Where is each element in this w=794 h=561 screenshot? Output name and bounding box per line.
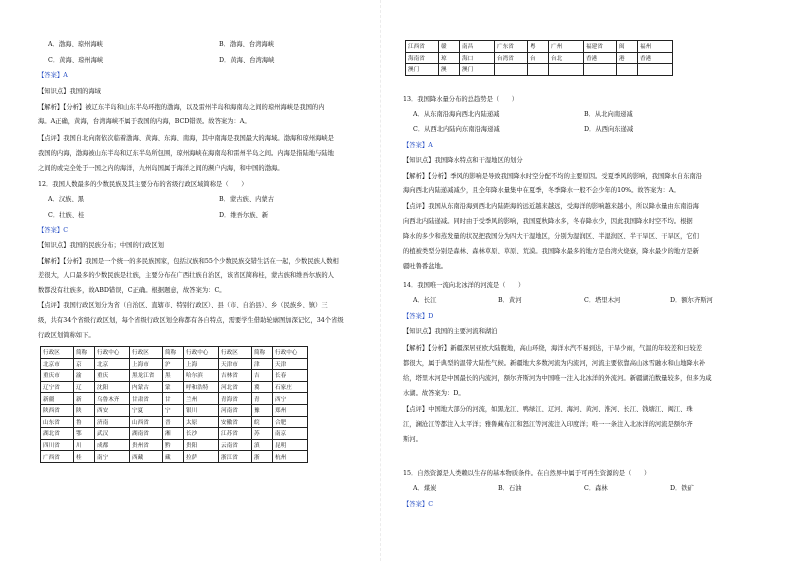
table-cell: 湘 bbox=[163, 428, 184, 440]
table-cell: 成都 bbox=[95, 439, 130, 451]
q11-analysis-line: 【点评】我国自北向南依次临着渤海、黄海、东海、南海，其中南海是我国最大的海域。渤海和琼州海峡是 bbox=[38, 135, 334, 142]
table-cell: 渝 bbox=[74, 370, 95, 382]
table-cell: 黑 bbox=[163, 370, 184, 382]
table-cell: 川 bbox=[74, 439, 95, 451]
table-cell: 贵阳 bbox=[184, 439, 219, 451]
table-cell: 太原 bbox=[184, 416, 219, 428]
table-cell: 沪 bbox=[163, 358, 184, 370]
table-cell: 天津市 bbox=[219, 358, 252, 370]
q13-analysis-line: 降水的多少和蒸发量的状况把我国分为四大干湿地区，分别为湿润区、半湿润区、半干旱区、干旱区，它们 bbox=[403, 233, 699, 240]
table-cell: 豫 bbox=[252, 404, 273, 416]
table-cell: 石家庄 bbox=[273, 381, 308, 393]
q13-analysis-line: 【解析】【分析】季风的影响是导致我国降水时空分配不均的主要原因。受夏季风的影响，我国降水自东南沿 bbox=[403, 173, 703, 180]
table-cell: 行政中心 bbox=[184, 347, 219, 359]
q14-answer: 【答案】D bbox=[403, 313, 434, 320]
q13-analysis-line: 【点评】我国从东南沿海到西北内陆距海的远近越来越远，受海洋的影响越来越小，所以降水量由东南沿海 bbox=[403, 203, 699, 210]
table-cell: 海口 bbox=[460, 52, 495, 64]
q15-option-d: D．铁矿 bbox=[670, 485, 694, 492]
table-cell: 武汉 bbox=[95, 428, 130, 440]
table-cell: 新疆 bbox=[41, 393, 74, 405]
table-cell: 简称 bbox=[74, 347, 95, 359]
table-cell: 西宁 bbox=[273, 393, 308, 405]
table-cell: 贵州省 bbox=[130, 439, 163, 451]
table-cell: 闽 bbox=[617, 41, 638, 53]
table-cell: 桂 bbox=[74, 451, 95, 463]
table-cell: 福州 bbox=[638, 41, 673, 53]
q13-knowledge-point: 【知识点】我国降水特点和干湿地区的划分 bbox=[403, 157, 523, 164]
table-cell: 冀 bbox=[252, 381, 273, 393]
table-cell: 黑龙江省 bbox=[130, 370, 163, 382]
table-cell: 银川 bbox=[184, 404, 219, 416]
q15-option-c: C．森林 bbox=[584, 485, 608, 492]
q12-option-c: C．壮族、桂 bbox=[48, 212, 85, 219]
table-row bbox=[41, 451, 308, 463]
table-cell: 澳门 bbox=[406, 64, 439, 76]
q14-analysis-line: 水湖。故答案为：D。 bbox=[403, 390, 465, 397]
table-row bbox=[41, 381, 308, 393]
q11-analysis-line: 【解析】【分析】被辽东半岛和山东半岛环抱的渤海，以及雷州半岛和海南岛之间的琼州海峡是我国的内 bbox=[38, 104, 325, 111]
table-cell: 台湾省 bbox=[495, 52, 528, 64]
table-cell: 南宁 bbox=[95, 451, 130, 463]
q12-knowledge-point: 【知识点】我国的民族分布；中国的行政区划 bbox=[38, 242, 164, 249]
q12-option-d: D．维吾尔族、新 bbox=[219, 212, 269, 219]
table-cell: 海南省 bbox=[406, 52, 439, 64]
table-cell: 广州 bbox=[549, 41, 584, 53]
table-cell: 长春 bbox=[273, 370, 308, 382]
table-cell: 陕西省 bbox=[41, 404, 74, 416]
table-cell: 津 bbox=[252, 358, 273, 370]
table-cell: 昆明 bbox=[273, 439, 308, 451]
table-cell: 天津 bbox=[273, 358, 308, 370]
table-cell: 兰州 bbox=[184, 393, 219, 405]
table-cell bbox=[528, 64, 549, 76]
table-cell: 澳门 bbox=[460, 64, 495, 76]
table-cell: 合肥 bbox=[273, 416, 308, 428]
q12-analysis-line: 【点评】我国行政区划分为省（自治区、直辖市、特别行政区）、县（市、自治县）、乡（民族乡、镇）三 bbox=[38, 302, 328, 309]
table-cell: 新 bbox=[74, 393, 95, 405]
q13-answer: 【答案】A bbox=[403, 142, 433, 149]
q11-analysis-line: 海。A正确，黄海，台湾海峡不属于我国的内海，BCD错误。故答案为：A。 bbox=[38, 118, 251, 125]
table-cell: 山东省 bbox=[41, 416, 74, 428]
q14-knowledge-point: 【知识点】我国的主要河流和湖泊 bbox=[403, 328, 498, 335]
table-cell: 香港 bbox=[638, 52, 673, 64]
q14-analysis-line: 【解析】【分析】新疆深居亚欧大陆腹地，高山环绕，海洋水汽不易到达，干旱少雨，气温的年较差和日较差 bbox=[403, 345, 703, 352]
q13-option-d: D．从西向东递减 bbox=[584, 126, 634, 133]
q13-analysis-line: 疆吐鲁番盆地。 bbox=[403, 263, 448, 270]
table-cell: 辽宁省 bbox=[41, 381, 74, 393]
province-table bbox=[40, 346, 308, 463]
q11-analysis-line: 之间的或完全处于一国之内的海洋，九州岛国属于海洋之间的濒户内海，和中国的渤海。 bbox=[38, 165, 284, 172]
table-cell: 重庆 bbox=[95, 370, 130, 382]
table-row bbox=[41, 404, 308, 416]
table-cell: 青 bbox=[252, 393, 273, 405]
q12-analysis-line: 数都没有壮族多，故ABD错误，C正确。根据题意，故答案为：C。 bbox=[38, 287, 226, 294]
table-cell: 台 bbox=[528, 52, 549, 64]
table-cell: 晋 bbox=[163, 416, 184, 428]
table-cell: 台北 bbox=[549, 52, 584, 64]
q15-answer: 【答案】C bbox=[403, 501, 434, 508]
table-cell: 粤 bbox=[528, 41, 549, 53]
q13-analysis-line: 向西北内陆递减。同时由于受季风的影响，我国夏秋降水多，冬春降水少，因此我国降水时空不均。根据 bbox=[403, 218, 693, 225]
table-cell: 简称 bbox=[163, 347, 184, 359]
q14-analysis-line: 江，澜沧江等都注入太平洋；雅鲁藏布江和怒江等河流注入印度洋；唯一一条注入北冰洋的河流是额尔齐 bbox=[403, 421, 693, 428]
q13-option-b: B．从北向南递减 bbox=[584, 111, 633, 118]
table-cell: 内蒙古 bbox=[130, 381, 163, 393]
table-cell: 琼 bbox=[439, 52, 460, 64]
table-cell: 河南省 bbox=[219, 404, 252, 416]
q12-analysis-line: 【解析】【分析】我国是一个统一的多民族国家，包括汉族和55个少数民族交错生活在一起，少数民族人数相 bbox=[38, 258, 339, 265]
table-cell: 甘肃省 bbox=[130, 393, 163, 405]
table-cell bbox=[638, 64, 673, 76]
table-cell: 陕 bbox=[74, 404, 95, 416]
q11-option-b: B．渤海、台湾海峡 bbox=[219, 41, 275, 48]
table-cell: 拉萨 bbox=[184, 451, 219, 463]
table-cell: 山西省 bbox=[130, 416, 163, 428]
q11-analysis-line: 我国的内海，渤海被山东半岛和辽东半岛所包围，琼州海峡在海南岛和雷州半岛之间。内海是指陆地与陆地 bbox=[38, 150, 334, 157]
table-cell: 北京 bbox=[95, 358, 130, 370]
table-cell: 吉林省 bbox=[219, 370, 252, 382]
q14-analysis-line: 【点评】中国地大部分的河流，如黑龙江、鸭绿江、辽河、海河、黄河、淮河、长江、钱塘江、闽江、珠 bbox=[403, 406, 693, 413]
table-cell: 济南 bbox=[95, 416, 130, 428]
table-cell: 浙江省 bbox=[219, 451, 252, 463]
table-cell: 西安 bbox=[95, 404, 130, 416]
q11-option-d: D．黄海、台湾海峡 bbox=[219, 57, 275, 64]
q14-analysis-line: 给，塔里木河是中国最长的内流河，额尔齐斯河为中国唯一注入北冰洋的外流河。新疆湖泊数量较多，但多为咸 bbox=[403, 375, 712, 382]
table-cell: 江西省 bbox=[406, 41, 439, 53]
q11-answer: 【答案】A bbox=[38, 72, 68, 79]
q12-analysis-line: 差很大，人口最多的少数民族是壮族，主要分布在广西壮族自治区，该省区简称桂，蒙古族和维吾尔族的人 bbox=[38, 272, 334, 279]
table-cell: 蒙 bbox=[163, 381, 184, 393]
table-cell: 宁夏 bbox=[130, 404, 163, 416]
table-cell: 河北省 bbox=[219, 381, 252, 393]
q12-answer: 【答案】C bbox=[38, 227, 69, 234]
table-cell: 青海省 bbox=[219, 393, 252, 405]
table-cell: 西藏 bbox=[130, 451, 163, 463]
table-cell: 辽 bbox=[74, 381, 95, 393]
table-row bbox=[41, 370, 308, 382]
table-cell: 宁 bbox=[163, 404, 184, 416]
q14-option-b: B．黄河 bbox=[498, 297, 522, 304]
table-cell: 鄂 bbox=[74, 428, 95, 440]
table-cell: 香港 bbox=[584, 52, 617, 64]
table-cell: 南昌 bbox=[460, 41, 495, 53]
table-cell: 四川省 bbox=[41, 439, 74, 451]
table-cell: 皖 bbox=[252, 416, 273, 428]
table-cell: 广东省 bbox=[495, 41, 528, 53]
q12-analysis-line: 行政区划简称如下。 bbox=[38, 332, 95, 339]
q15-option-a: A．煤炭 bbox=[413, 485, 437, 492]
table-row bbox=[41, 428, 308, 440]
column-separator bbox=[380, 0, 381, 561]
table-cell: 云南省 bbox=[219, 439, 252, 451]
table-cell: 港 bbox=[617, 52, 638, 64]
q12-option-b: B．蒙古族、内蒙古 bbox=[219, 196, 275, 203]
q13-analysis-line: 的植被类型分别是森林、森林草原、草原、荒漠。我国降水最多的地方是台湾火烧寮，降水最少的地方是新 bbox=[403, 248, 699, 255]
table-cell: 行政中心 bbox=[95, 347, 130, 359]
table-cell: 行政区 bbox=[219, 347, 252, 359]
table-row bbox=[41, 347, 308, 359]
q14-option-a: A．长江 bbox=[413, 297, 437, 304]
table-cell: 北京市 bbox=[41, 358, 74, 370]
table-cell: 乌鲁木齐 bbox=[95, 393, 130, 405]
q14-stem: 14．我国唯一流向北冰洋的河流是（ ） bbox=[403, 282, 525, 289]
table-cell: 上海 bbox=[184, 358, 219, 370]
table-cell: 郑州 bbox=[273, 404, 308, 416]
table-cell: 苏 bbox=[252, 428, 273, 440]
q12-option-a: A．汉族、黑 bbox=[48, 196, 85, 203]
table-row bbox=[41, 358, 308, 370]
table-cell: 鲁 bbox=[74, 416, 95, 428]
q15-option-b: B．石油 bbox=[498, 485, 522, 492]
q12-stem: 12．我国人数最多的少数民族及其主要分布的省级行政区域简称是（ ） bbox=[38, 181, 248, 188]
table-cell: 湖南省 bbox=[130, 428, 163, 440]
table-cell: 行政中心 bbox=[273, 347, 308, 359]
q13-stem: 13．我国降水量分布的总趋势是（ ） bbox=[403, 96, 519, 103]
table-cell: 吉 bbox=[252, 370, 273, 382]
table-row bbox=[41, 393, 308, 405]
table-cell: 重庆市 bbox=[41, 370, 74, 382]
table-cell: 赣 bbox=[439, 41, 460, 53]
table-cell: 福建省 bbox=[584, 41, 617, 53]
q14-analysis-line: 斯河。 bbox=[403, 436, 422, 443]
q14-analysis-line: 都很大，属于典型的温带大陆性气候。新疆地大多数河流为内流河，河流主要依靠高山冰雪融水和山地降水补 bbox=[403, 360, 706, 367]
q11-knowledge-point: 【知识点】我国的海域 bbox=[38, 88, 101, 95]
table-cell: 呼和浩特 bbox=[184, 381, 219, 393]
q13-analysis-line: 海向西北内陆递减减少，且全年降水量集中在夏季，冬季降水一般不会少年的10%。故答案为：A。 bbox=[403, 187, 680, 194]
table-cell: 广西省 bbox=[41, 451, 74, 463]
q15-stem: 15．自然资源是人类赖以生存的基本物质条件。在自然界中属于可再生资源的是（ ） bbox=[403, 470, 651, 477]
table-cell: 行政区 bbox=[130, 347, 163, 359]
q14-option-c: C．塔里木河 bbox=[584, 297, 621, 304]
table-cell: 安徽省 bbox=[219, 416, 252, 428]
q14-option-d: D．额尔齐斯河 bbox=[670, 297, 713, 304]
table-cell: 京 bbox=[74, 358, 95, 370]
table-row bbox=[406, 64, 673, 76]
table-cell: 江苏省 bbox=[219, 428, 252, 440]
table-cell: 滇 bbox=[252, 439, 273, 451]
q11-option-c: C．黄海、琼州海峡 bbox=[48, 57, 104, 64]
table-cell: 哈尔滨 bbox=[184, 370, 219, 382]
table-row bbox=[41, 439, 308, 451]
table-cell: 杭州 bbox=[273, 451, 308, 463]
table-cell: 黔 bbox=[163, 439, 184, 451]
table-cell: 长沙 bbox=[184, 428, 219, 440]
table-cell: 湖北省 bbox=[41, 428, 74, 440]
table-cell: 南京 bbox=[273, 428, 308, 440]
table-cell: 简称 bbox=[252, 347, 273, 359]
table-cell bbox=[617, 64, 638, 76]
table-cell: 藏 bbox=[163, 451, 184, 463]
table-cell: 行政区 bbox=[41, 347, 74, 359]
table-cell bbox=[584, 64, 617, 76]
table-row bbox=[41, 416, 308, 428]
table-cell: 沈阳 bbox=[95, 381, 130, 393]
table-row bbox=[406, 52, 673, 64]
table-cell: 澳 bbox=[439, 64, 460, 76]
table-cell: 上海市 bbox=[130, 358, 163, 370]
table-row bbox=[406, 41, 673, 53]
q11-option-a: A．渤海、琼州海峡 bbox=[48, 41, 103, 48]
table-cell bbox=[549, 64, 584, 76]
table-cell: 甘 bbox=[163, 393, 184, 405]
q13-option-a: A．从东南沿海向西北内陆递减 bbox=[413, 111, 500, 118]
province-table-continued bbox=[405, 40, 673, 76]
q12-analysis-line: 级，共有34个省级行政区划，每个省级行政区划全称都有各自特点，需要学生借助轮廓图加深记忆，34个省级 bbox=[38, 317, 344, 324]
table-cell bbox=[495, 64, 528, 76]
table-cell: 浙 bbox=[252, 451, 273, 463]
q13-option-c: C．从西北内陆向东南沿海递减 bbox=[413, 126, 500, 133]
